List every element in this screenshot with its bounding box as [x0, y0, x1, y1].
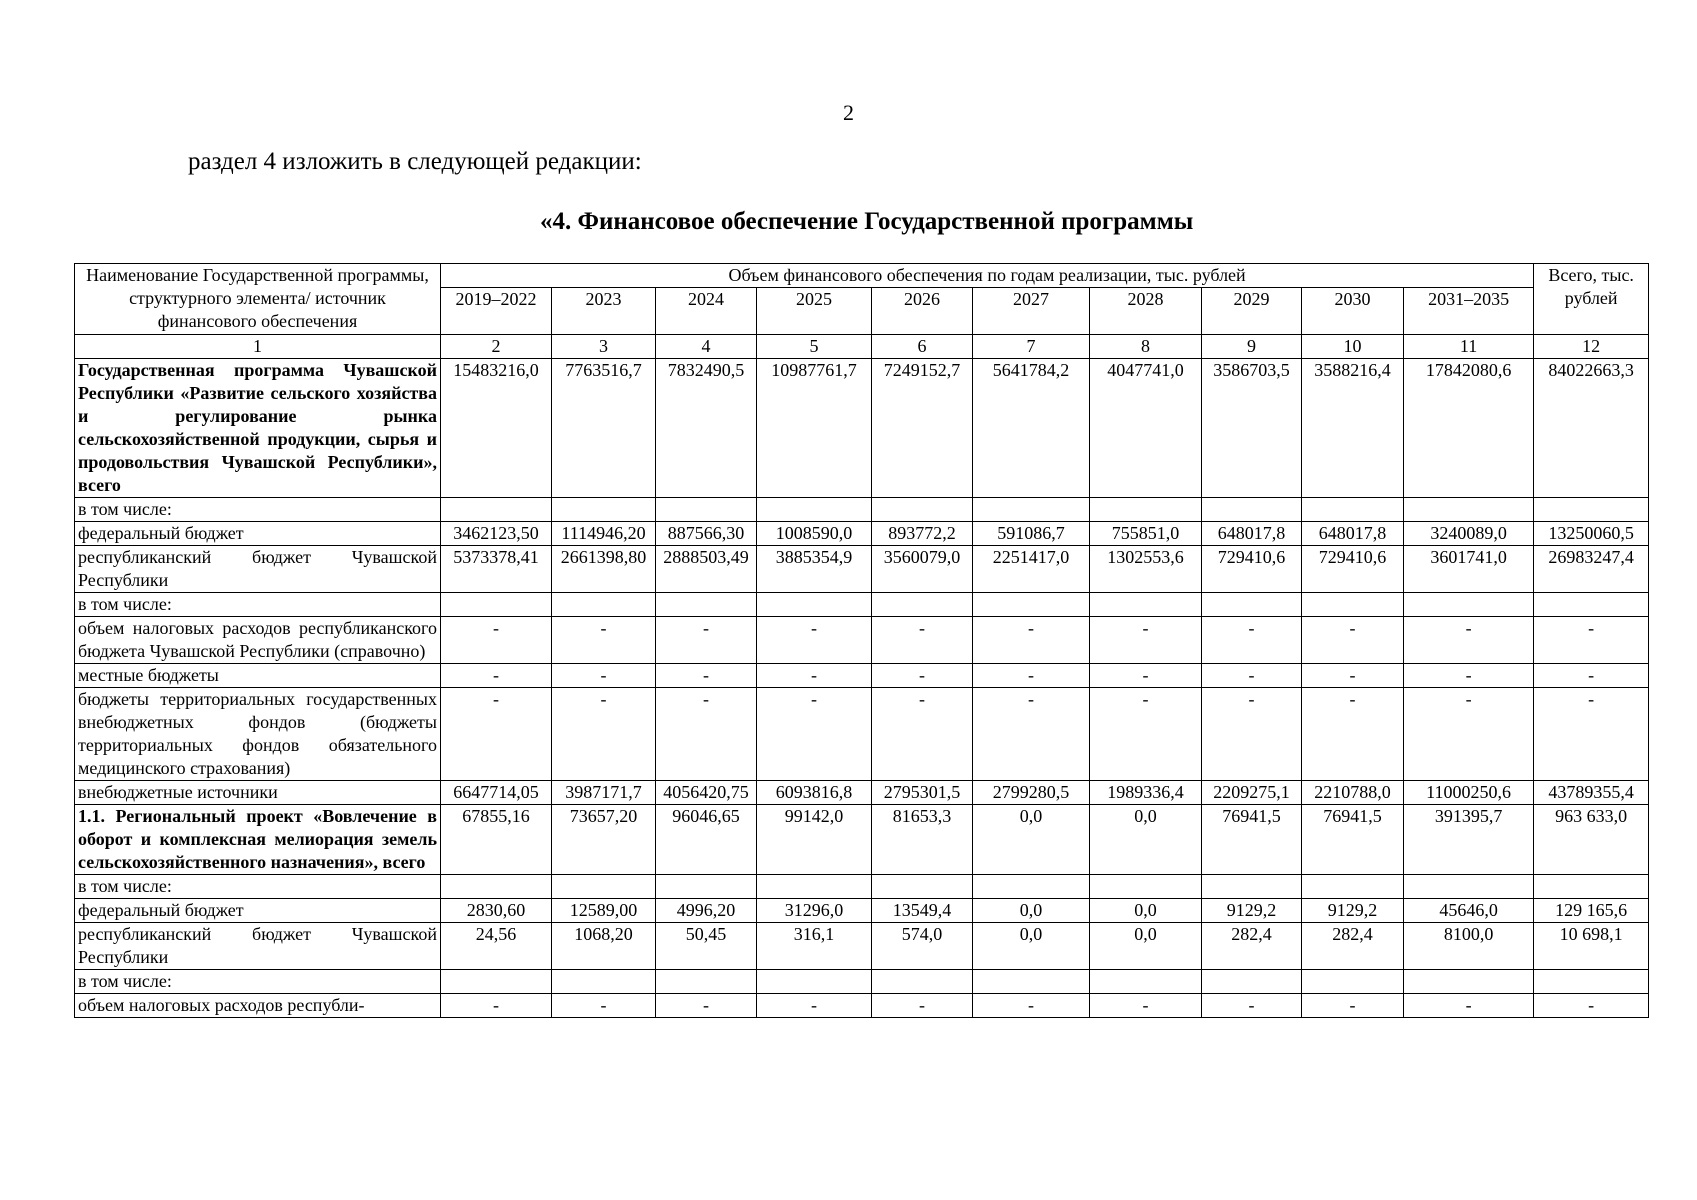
table-row [75, 805, 1649, 875]
value-cell: - [872, 664, 973, 688]
column-number: 10 [1302, 335, 1404, 359]
value-cell: 755851,0 [1090, 522, 1202, 546]
value-cell: - [552, 994, 656, 1018]
value-cell: 2795301,5 [872, 781, 973, 805]
header-volume: Объем финансового обеспечения по годам реализации, тыс. рублей [441, 264, 1534, 288]
row-label: федеральный бюджет [75, 522, 441, 546]
value-cell [1302, 498, 1404, 522]
year-header: 2025 [757, 288, 872, 335]
value-cell: - [1534, 994, 1649, 1018]
value-cell [973, 875, 1090, 899]
value-cell: - [973, 664, 1090, 688]
year-header: 2028 [1090, 288, 1202, 335]
value-cell: 3586703,5 [1202, 359, 1302, 498]
value-cell: - [1202, 688, 1302, 781]
value-cell: - [656, 688, 757, 781]
value-cell: 1302553,6 [1090, 546, 1202, 593]
value-cell: - [872, 994, 973, 1018]
row-label: бюджеты территориальных государственных внебюджетных фондов (бюджеты территориальных фондов обязательного медицинского страхования) [75, 688, 441, 781]
value-cell: 2799280,5 [973, 781, 1090, 805]
value-cell [973, 593, 1090, 617]
column-number: 9 [1202, 335, 1302, 359]
value-cell: 11000250,6 [1404, 781, 1534, 805]
value-cell: 316,1 [757, 923, 872, 970]
value-cell: 4047741,0 [1090, 359, 1202, 498]
table-row [75, 923, 1649, 970]
value-cell [1534, 970, 1649, 994]
year-header: 2027 [973, 288, 1090, 335]
value-cell: - [656, 994, 757, 1018]
value-cell: 1068,20 [552, 923, 656, 970]
column-number: 2 [441, 335, 552, 359]
row-label: федеральный бюджет [75, 899, 441, 923]
value-cell: 9129,2 [1302, 899, 1404, 923]
table-row [75, 994, 1649, 1018]
value-cell: 84022663,3 [1534, 359, 1649, 498]
column-number: 1 [75, 335, 441, 359]
value-cell: 3588216,4 [1302, 359, 1404, 498]
value-cell: 2209275,1 [1202, 781, 1302, 805]
value-cell [552, 593, 656, 617]
value-cell: - [441, 664, 552, 688]
row-label: 1.1. Региональный проект «Вовлечение в оборот и комплексная мелиорация земель сельскохозяйственного назначения», всего [75, 805, 441, 875]
value-cell: 10987761,7 [757, 359, 872, 498]
value-cell: 43789355,4 [1534, 781, 1649, 805]
value-cell: 6647714,05 [441, 781, 552, 805]
value-cell: 67855,16 [441, 805, 552, 875]
value-cell [441, 498, 552, 522]
value-cell [757, 875, 872, 899]
value-cell: - [552, 688, 656, 781]
value-cell [1404, 593, 1534, 617]
value-cell [1404, 970, 1534, 994]
value-cell: 1989336,4 [1090, 781, 1202, 805]
value-cell: 963 633,0 [1534, 805, 1649, 875]
value-cell: - [1302, 664, 1404, 688]
value-cell: - [1202, 664, 1302, 688]
value-cell: - [552, 617, 656, 664]
value-cell: - [757, 664, 872, 688]
value-cell: 3601741,0 [1404, 546, 1534, 593]
value-cell: 2251417,0 [973, 546, 1090, 593]
value-cell [656, 593, 757, 617]
value-cell [1202, 875, 1302, 899]
value-cell: - [656, 617, 757, 664]
value-cell: - [1302, 994, 1404, 1018]
value-cell [757, 498, 872, 522]
financing-table [74, 263, 1649, 1018]
value-cell: 1114946,20 [552, 522, 656, 546]
value-cell: 282,4 [1302, 923, 1404, 970]
value-cell: 893772,2 [872, 522, 973, 546]
row-label: в том числе: [75, 593, 441, 617]
value-cell: 9129,2 [1202, 899, 1302, 923]
value-cell: 26983247,4 [1534, 546, 1649, 593]
value-cell [656, 970, 757, 994]
row-label: в том числе: [75, 498, 441, 522]
table-row [75, 522, 1649, 546]
value-cell [441, 593, 552, 617]
table-row [75, 546, 1649, 593]
row-label: республиканский бюджет Чувашской Республики [75, 546, 441, 593]
value-cell: 3987171,7 [552, 781, 656, 805]
section-title: «4. Финансовое обеспечение Государственной программы [540, 208, 1194, 235]
value-cell: 96046,65 [656, 805, 757, 875]
value-cell: 3462123,50 [441, 522, 552, 546]
year-header: 2024 [656, 288, 757, 335]
value-cell: - [441, 688, 552, 781]
value-cell: 73657,20 [552, 805, 656, 875]
table-row [75, 688, 1649, 781]
value-cell: - [973, 617, 1090, 664]
value-cell: - [656, 664, 757, 688]
value-cell: 2830,60 [441, 899, 552, 923]
year-header: 2031–2035 [1404, 288, 1534, 335]
value-cell: 648017,8 [1202, 522, 1302, 546]
value-cell [872, 498, 973, 522]
value-cell [552, 498, 656, 522]
value-cell: 3885354,9 [757, 546, 872, 593]
value-cell [1534, 498, 1649, 522]
value-cell: - [872, 688, 973, 781]
value-cell: 50,45 [656, 923, 757, 970]
value-cell: - [973, 688, 1090, 781]
value-cell: - [552, 664, 656, 688]
value-cell [1090, 875, 1202, 899]
value-cell: 4996,20 [656, 899, 757, 923]
value-cell: 391395,7 [1404, 805, 1534, 875]
value-cell [757, 593, 872, 617]
value-cell: 3560079,0 [872, 546, 973, 593]
value-cell [1534, 875, 1649, 899]
header-name: Наименование Государственной программы, структурного элемента/ источник финансового обеспечения [75, 264, 441, 335]
intro-text: раздел 4 изложить в следующей редакции: [188, 148, 642, 175]
value-cell: 76941,5 [1202, 805, 1302, 875]
value-cell: 45646,0 [1404, 899, 1534, 923]
value-cell [872, 970, 973, 994]
value-cell: 591086,7 [973, 522, 1090, 546]
value-cell [441, 875, 552, 899]
value-cell [1302, 875, 1404, 899]
value-cell: - [1534, 617, 1649, 664]
value-cell: 729410,6 [1302, 546, 1404, 593]
row-label: местные бюджеты [75, 664, 441, 688]
value-cell: - [872, 617, 973, 664]
value-cell: - [1090, 994, 1202, 1018]
value-cell: 12589,00 [552, 899, 656, 923]
value-cell: 0,0 [973, 805, 1090, 875]
value-cell [973, 970, 1090, 994]
table-row [75, 781, 1649, 805]
column-number: 12 [1534, 335, 1649, 359]
value-cell: - [973, 994, 1090, 1018]
value-cell: 10 698,1 [1534, 923, 1649, 970]
value-cell: 129 165,6 [1534, 899, 1649, 923]
value-cell [1404, 875, 1534, 899]
column-number: 11 [1404, 335, 1534, 359]
value-cell: 13549,4 [872, 899, 973, 923]
value-cell [872, 593, 973, 617]
value-cell [872, 875, 973, 899]
value-cell: 887566,30 [656, 522, 757, 546]
table-row [75, 970, 1649, 994]
value-cell: 81653,3 [872, 805, 973, 875]
value-cell [1202, 970, 1302, 994]
year-header: 2030 [1302, 288, 1404, 335]
value-cell [757, 970, 872, 994]
value-cell [1302, 593, 1404, 617]
table-row [75, 875, 1649, 899]
value-cell: 1008590,0 [757, 522, 872, 546]
value-cell: 2661398,80 [552, 546, 656, 593]
value-cell: - [1090, 664, 1202, 688]
value-cell: 7763516,7 [552, 359, 656, 498]
value-cell: - [1090, 688, 1202, 781]
row-label: внебюджетные источники [75, 781, 441, 805]
value-cell: - [1202, 994, 1302, 1018]
value-cell: 99142,0 [757, 805, 872, 875]
table-row [75, 664, 1649, 688]
value-cell: 0,0 [973, 923, 1090, 970]
column-number: 6 [872, 335, 973, 359]
value-cell: 574,0 [872, 923, 973, 970]
header-total: Всего, тыс. рублей [1534, 264, 1649, 335]
value-cell [552, 875, 656, 899]
value-cell: - [757, 994, 872, 1018]
value-cell [656, 875, 757, 899]
value-cell: - [441, 617, 552, 664]
value-cell: 7249152,7 [872, 359, 973, 498]
table-row [75, 617, 1649, 664]
row-label: Государственная программа Чувашской Республики «Развитие сельского хозяйства и регулирование рынка сельскохозяйственной продукции, сырья и продовольствия Чувашской Республики», всего [75, 359, 441, 498]
value-cell: 0,0 [1090, 805, 1202, 875]
table-row [75, 899, 1649, 923]
value-cell: 6093816,8 [757, 781, 872, 805]
value-cell: 0,0 [973, 899, 1090, 923]
value-cell: - [1202, 617, 1302, 664]
value-cell: - [1534, 664, 1649, 688]
value-cell: 8100,0 [1404, 923, 1534, 970]
row-label: республиканский бюджет Чувашской Республики [75, 923, 441, 970]
year-header: 2023 [552, 288, 656, 335]
value-cell: 5641784,2 [973, 359, 1090, 498]
value-cell: - [1404, 664, 1534, 688]
value-cell: 76941,5 [1302, 805, 1404, 875]
value-cell [973, 498, 1090, 522]
value-cell: - [1302, 688, 1404, 781]
value-cell: - [441, 994, 552, 1018]
value-cell: - [1404, 994, 1534, 1018]
column-number: 5 [757, 335, 872, 359]
row-label: в том числе: [75, 875, 441, 899]
row-label: в том числе: [75, 970, 441, 994]
value-cell: 729410,6 [1202, 546, 1302, 593]
value-cell: 17842080,6 [1404, 359, 1534, 498]
value-cell: - [757, 617, 872, 664]
table-row [75, 498, 1649, 522]
value-cell: - [1404, 688, 1534, 781]
value-cell: 0,0 [1090, 923, 1202, 970]
value-cell [552, 970, 656, 994]
value-cell: - [757, 688, 872, 781]
value-cell: 2210788,0 [1302, 781, 1404, 805]
value-cell [1090, 593, 1202, 617]
row-label: объем налоговых расходов республи- [75, 994, 441, 1018]
value-cell: 282,4 [1202, 923, 1302, 970]
value-cell: 31296,0 [757, 899, 872, 923]
value-cell: 3240089,0 [1404, 522, 1534, 546]
column-number: 8 [1090, 335, 1202, 359]
value-cell: 2888503,49 [656, 546, 757, 593]
value-cell: 24,56 [441, 923, 552, 970]
value-cell: 5373378,41 [441, 546, 552, 593]
value-cell: - [1302, 617, 1404, 664]
column-number: 7 [973, 335, 1090, 359]
year-header: 2019–2022 [441, 288, 552, 335]
year-header: 2029 [1202, 288, 1302, 335]
value-cell [1302, 970, 1404, 994]
value-cell: 0,0 [1090, 899, 1202, 923]
column-number: 3 [552, 335, 656, 359]
column-number: 4 [656, 335, 757, 359]
value-cell: 13250060,5 [1534, 522, 1649, 546]
value-cell [1202, 498, 1302, 522]
value-cell [441, 970, 552, 994]
value-cell [1534, 593, 1649, 617]
value-cell [1090, 498, 1202, 522]
value-cell: 7832490,5 [656, 359, 757, 498]
value-cell [1202, 593, 1302, 617]
value-cell: - [1404, 617, 1534, 664]
value-cell [656, 498, 757, 522]
page-number: 2 [843, 100, 854, 125]
value-cell [1404, 498, 1534, 522]
value-cell: 15483216,0 [441, 359, 552, 498]
table-row [75, 593, 1649, 617]
value-cell: 648017,8 [1302, 522, 1404, 546]
value-cell [1090, 970, 1202, 994]
year-header: 2026 [872, 288, 973, 335]
value-cell: 4056420,75 [656, 781, 757, 805]
row-label: объем налоговых расходов республиканского бюджета Чувашской Республики (справочно) [75, 617, 441, 664]
table-row [75, 359, 1649, 498]
value-cell: - [1534, 688, 1649, 781]
value-cell: - [1090, 617, 1202, 664]
